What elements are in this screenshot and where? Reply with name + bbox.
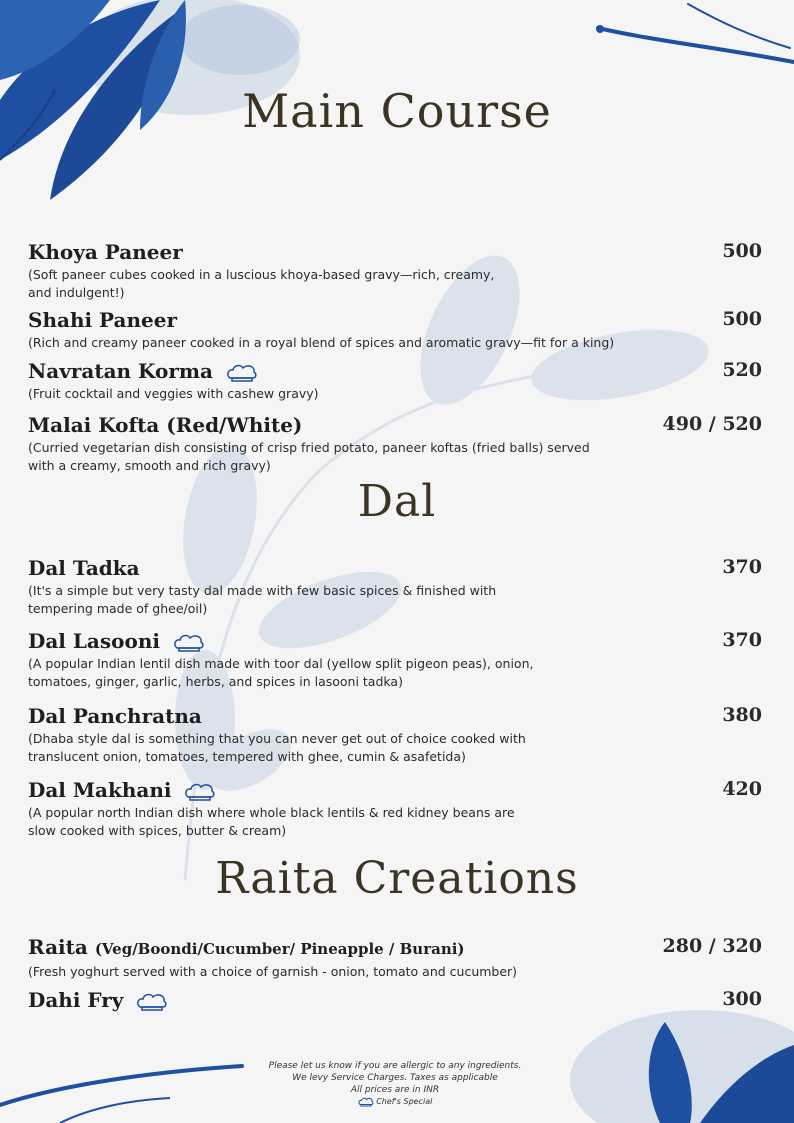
allergy-note: Please let us know if you are allergic to any ingredients. — [268, 1061, 522, 1071]
item-description: (Fresh yoghurt served with a choice of garnish - onion, tomato and cucumber) — [28, 964, 518, 979]
chef-special-label: Chef's Special — [376, 1097, 433, 1106]
item-price: 500 — [722, 240, 762, 262]
item-price: 370 — [722, 629, 762, 651]
chef-hat-icon — [173, 633, 205, 653]
legend-row — [240, 1096, 550, 1108]
item-price: 280 / 320 — [662, 935, 762, 957]
item-description: (It's a simple but very tasty dal made with few basic spices & finished with tempering made of ghee/oil) — [28, 583, 497, 616]
item-description: (A popular north Indian dish where whole black lentils & red kidney beans are slow cooked with spices, butter & cream) — [28, 805, 515, 838]
chef-hat-icon — [358, 1097, 374, 1107]
menu-item-dal-lasooni — [28, 629, 768, 691]
item-price: 380 — [722, 704, 762, 726]
item-name: Shahi Paneer — [28, 308, 178, 332]
menu-item-malai-kofta — [28, 413, 768, 475]
chef-hat-icon — [184, 782, 216, 802]
footer-notes — [240, 1060, 550, 1108]
item-price: 500 — [722, 308, 762, 330]
item-price: 520 — [722, 359, 762, 381]
menu-item-shahi-paneer — [28, 308, 768, 352]
item-price: 370 — [722, 556, 762, 578]
item-name: Raita — [28, 935, 88, 959]
item-name-row — [28, 935, 768, 961]
item-price: 420 — [722, 778, 762, 800]
item-name: Dal Lasooni — [28, 629, 160, 653]
item-price: 490 / 520 — [662, 413, 762, 435]
menu-item-dal-tadka — [28, 556, 768, 618]
chef-hat-icon — [136, 992, 168, 1012]
section-title-raita-creations: Raita Creations — [215, 853, 579, 904]
item-name: Dal Makhani — [28, 778, 172, 802]
menu-item-navratan-korma — [28, 359, 768, 403]
item-name: Navratan Korma — [28, 359, 213, 383]
item-name: Malai Kofta (Red/White) — [28, 413, 303, 437]
chef-hat-icon — [226, 363, 258, 383]
menu-item-dahi-fry — [28, 988, 768, 1012]
item-price: 300 — [722, 988, 762, 1010]
item-description: (Rich and creamy paneer cooked in a royal blend of spices and aromatic gravy—fit for a king) — [28, 335, 615, 350]
item-description: (Dhaba style dal is something that you can never get out of choice cooked with translucent onion, tomatoes, tempered with ghee, cumin & asafetida) — [28, 731, 526, 764]
item-description: (Curried vegetarian dish consisting of crisp fried potato, paneer koftas (fried balls) served with a creamy, smooth and rich gravy) — [28, 440, 590, 473]
item-description: (Fruit cocktail and veggies with cashew gravy) — [28, 386, 319, 401]
menu-item-raita — [28, 935, 768, 981]
menu-item-khoya-paneer — [28, 240, 768, 302]
item-description: (Soft paneer cubes cooked in a luscious khoya-based gravy—rich, creamy, and indulgent!) — [28, 267, 495, 300]
item-variants: (Veg/Boondi/Cucumber/ Pineapple / Burani) — [94, 940, 465, 958]
item-name: Khoya Paneer — [28, 240, 183, 264]
item-name-row — [28, 629, 768, 653]
currency-note: All prices are in INR — [350, 1085, 440, 1095]
item-name-row — [28, 988, 768, 1012]
menu-item-dal-makhani — [28, 778, 768, 840]
item-description: (A popular Indian lentil dish made with toor dal (yellow split pigeon peas), onion, tomatoes, ginger, garlic, herbs, and spices in lasooni tadka) — [28, 656, 534, 689]
menu-item-dal-panchratna — [28, 704, 768, 766]
section-title-dal: Dal — [357, 476, 437, 527]
item-name: Dal Panchratna — [28, 704, 202, 728]
service-charge-note: We levy Service Charges. Taxes as applicable — [292, 1073, 498, 1083]
section-title-main-course: Main Course — [242, 84, 552, 138]
item-name: Dahi Fry — [28, 988, 124, 1012]
item-name-row — [28, 359, 768, 383]
item-name-row — [28, 778, 768, 802]
item-name: Dal Tadka — [28, 556, 140, 580]
